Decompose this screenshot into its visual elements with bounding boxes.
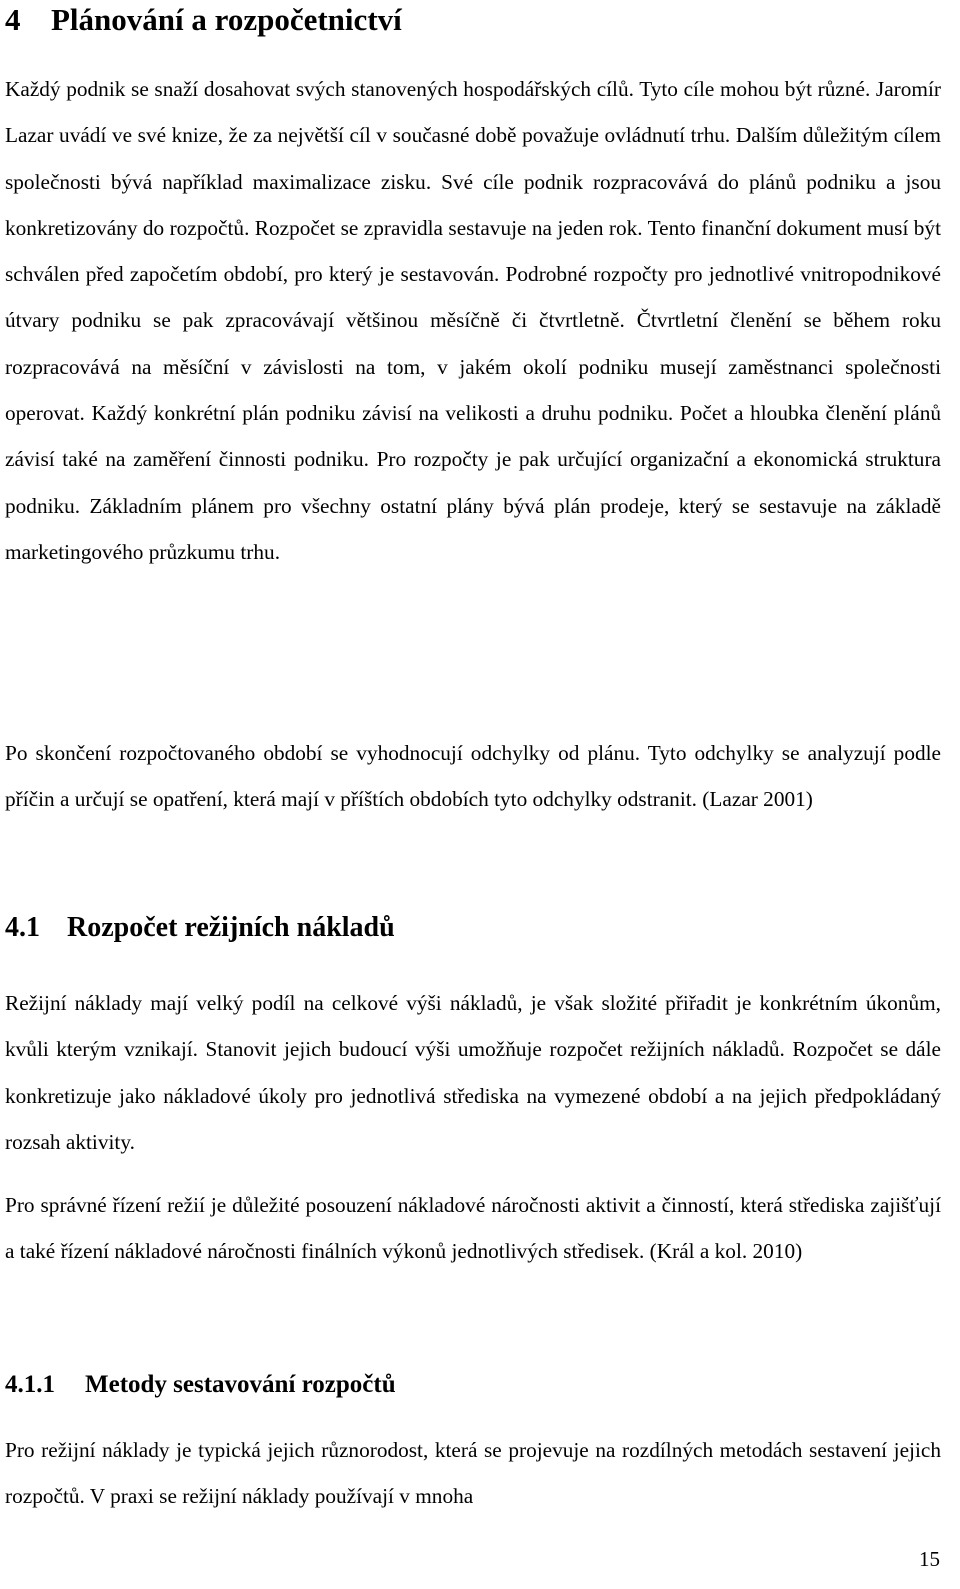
section-heading [5,912,395,944]
paragraph-intro: Každý podnik se snaží dosahovat svých stanovených hospodářských cílů. Tyto cíle mohou být různé. Jaromír Lazar uvádí ve své knize, že za největší cíl v současné době považuje ovládnutí trhu. Dalším důležitým cílem společnosti bývá například maximalizace zisku. Své cíle podnik rozpracovává do plánů podniku a jsou konkretizovány do rozpočtů. Rozpočet se zpravidla sestavuje na jeden rok. Tento finanční dokument musí být schválen před započetím období, pro který je sestavován. Podrobné rozpočty pro jednotlivé vnitropodnikové útvary podniku se pak zpracovávají většinou měsíčně či čtvrtletně. Čtvrtletní členění se během roku rozpracovává na měsíční v závislosti na tom, v jakém okolí podniku musejí zaměstnanci společnosti operovat. Každý konkrétní plán podniku závisí na velikosti a druhu podniku. Počet a hloubka členění plánů závisí také na zaměření činnosti podniku. Pro rozpočty je pak určující organizační a ekonomická struktura podniku. Základním plánem pro všechny ostatní plány bývá plán prodeje, který se sestavuje na základě marketingového průzkumu trhu. [5,77,941,564]
paragraph-overhead-management: Pro správné řízení režií je důležité posouzení nákladové náročnosti aktivit a činností, která střediska zajišťují a také řízení nákladové náročnosti finálních výkonů jednotlivých středisek. (Král a kol. 2010) [5,1193,941,1264]
chapter-number: 4 [5,2,21,37]
paragraph-overhead-costs: Režijní náklady mají velký podíl na celkové výši nákladů, je však složité přiřadit je konkrétním úkonům, kvůli kterým vznikají. Stanovit jejich budoucí výši umožňuje rozpočet režijních nákladů. Rozpočet se dále konkretizuje jako nákladové úkoly pro jednotlivá střediska na vymezené období a na jejich předpokládaný rozsah aktivity. [5,991,941,1154]
page-number: 15 [919,1547,940,1571]
section-number: 4.1 [5,912,40,943]
subsection-title: Metody sestavování rozpočtů [85,1371,396,1398]
subsection-heading [5,1371,396,1399]
subsection-number: 4.1.1 [5,1371,55,1398]
paragraph-deviations: Po skončení rozpočtovaného období se vyhodnocují odchylky od plánu. Tyto odchylky se analyzují podle příčin a určují se opatření, která mají v příštích obdobích tyto odchylky odstranit. (Lazar 2001) [5,741,941,812]
section-title: Rozpočet režijních nákladů [67,912,395,943]
chapter-title: Plánování a rozpočetnictví [51,2,402,37]
paragraph-methods: Pro režijní náklady je typická jejich různorodost, která se projevuje na rozdílných metodách sestavení jejich rozpočtů. V praxi se režijní náklady používají v mnoha [5,1438,941,1509]
chapter-heading [5,2,402,38]
